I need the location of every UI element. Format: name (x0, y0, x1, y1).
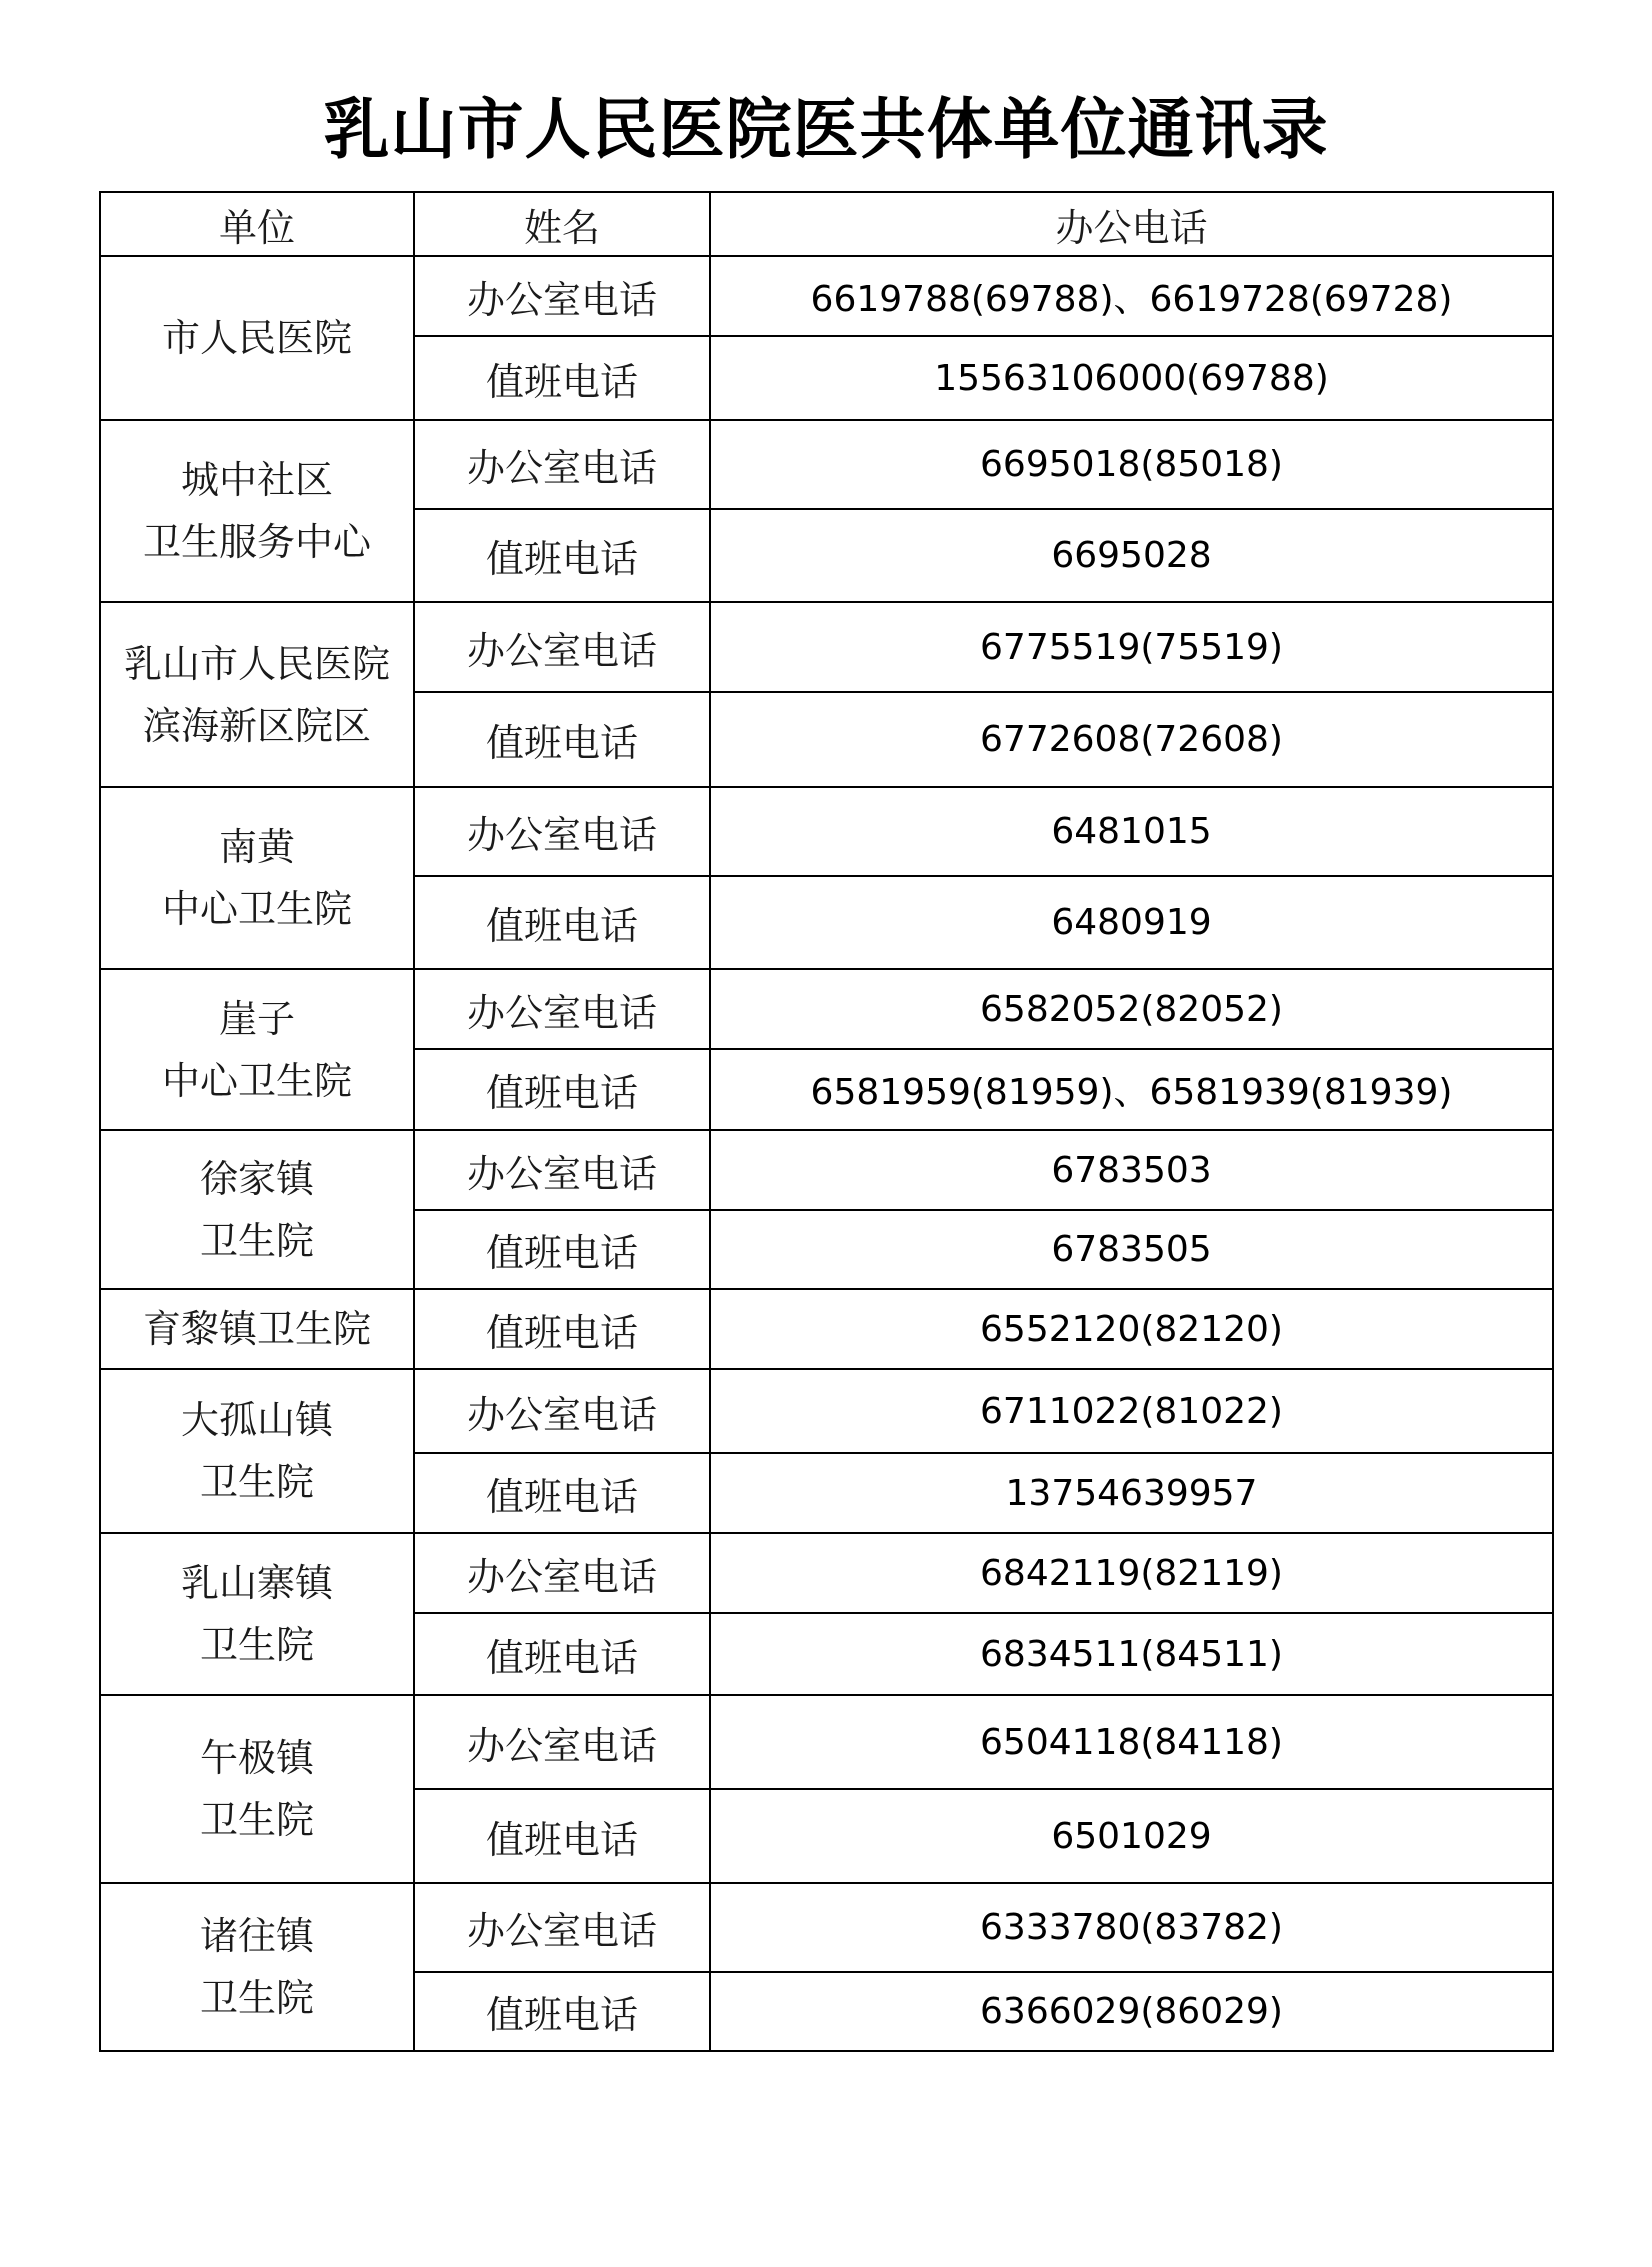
phone-number-cell: 6582052(82052) (710, 969, 1553, 1049)
phone-type-cell: 办公室电话 (414, 1130, 710, 1210)
phone-type-cell: 值班电话 (414, 692, 710, 787)
unit-name-line: 卫生院 (199, 1623, 314, 1667)
phone-type-cell: 办公室电话 (414, 969, 710, 1049)
unit-name-line: 滨海新区院区 (142, 703, 371, 748)
unit-name-line: 卫生院 (199, 1976, 314, 2020)
phone-number-cell: 6695028 (710, 509, 1553, 602)
unit-name-line: 乳山市人民医院 (123, 641, 390, 686)
unit-name-line: 市人民医院 (161, 316, 352, 360)
phone-number-cell: 6842119(82119) (710, 1533, 1553, 1613)
table-row (100, 1130, 1553, 1210)
phone-type-cell: 办公室电话 (414, 256, 710, 336)
phone-type-cell: 办公室电话 (414, 602, 710, 692)
phone-number-cell: 6834511(84511) (710, 1613, 1553, 1695)
directory-table (99, 191, 1554, 2052)
phone-number-cell: 6552120(82120) (710, 1289, 1553, 1369)
phone-type-cell: 办公室电话 (414, 1695, 710, 1789)
phone-number-cell: 13754639957 (710, 1453, 1553, 1533)
phone-number-cell: 6366029(86029) (710, 1972, 1553, 2051)
unit-cell (100, 1289, 414, 1369)
unit-cell (100, 256, 414, 420)
table-row (100, 1289, 1553, 1369)
phone-number-cell: 6501029 (710, 1789, 1553, 1883)
unit-name-line: 中心卫生院 (161, 887, 352, 931)
page-title: 乳山市人民医院医共体单位通讯录 (323, 91, 1329, 168)
unit-name-line: 卫生服务中心 (142, 520, 371, 564)
phone-number-cell: 6480919 (710, 876, 1553, 969)
unit-name-line: 乳山寨镇 (180, 1561, 333, 1605)
phone-type-cell: 办公室电话 (414, 787, 710, 876)
phone-type-cell: 值班电话 (414, 509, 710, 602)
phone-type-cell: 值班电话 (414, 1453, 710, 1533)
header-phone: 办公电话 (710, 192, 1553, 256)
phone-number-cell: 6711022(81022) (710, 1369, 1553, 1453)
unit-cell (100, 787, 414, 969)
unit-name-line: 卫生院 (199, 1798, 314, 1842)
unit-name-line: 大孤山镇 (180, 1398, 333, 1442)
table-body (100, 256, 1553, 2051)
phone-type-cell: 值班电话 (414, 1789, 710, 1883)
unit-cell (100, 602, 414, 787)
unit-name-line: 卫生院 (199, 1460, 314, 1504)
phone-type-cell: 办公室电话 (414, 1883, 710, 1972)
table-row (100, 256, 1553, 336)
unit-name-line: 午极镇 (199, 1736, 314, 1780)
unit-cell (100, 1130, 414, 1289)
phone-number-cell: 6783505 (710, 1210, 1553, 1289)
table-row (100, 1883, 1553, 1972)
unit-cell (100, 1695, 414, 1883)
phone-number-cell: 6504118(84118) (710, 1695, 1553, 1789)
table-row (100, 969, 1553, 1049)
phone-number-cell: 6619788(69788)、6619728(69728) (710, 256, 1553, 336)
unit-name-line: 育黎镇卫生院 (142, 1307, 371, 1351)
phone-number-cell: 15563106000(69788) (710, 336, 1553, 420)
phone-type-cell: 值班电话 (414, 876, 710, 969)
unit-name-line: 卫生院 (199, 1218, 314, 1263)
phone-type-cell: 值班电话 (414, 1613, 710, 1695)
table-row (100, 787, 1553, 876)
unit-cell (100, 1533, 414, 1695)
table-row (100, 602, 1553, 692)
phone-type-cell: 办公室电话 (414, 1533, 710, 1613)
header-name: 姓名 (414, 192, 710, 256)
phone-type-cell: 值班电话 (414, 1049, 710, 1130)
phone-number-cell: 6775519(75519) (710, 602, 1553, 692)
unit-cell (100, 420, 414, 602)
phone-number-cell: 6481015 (710, 787, 1553, 876)
header-row (100, 192, 1553, 256)
header-unit: 单位 (100, 192, 414, 256)
unit-name-line: 崖子 (218, 996, 295, 1041)
table-row (100, 1369, 1553, 1453)
phone-number-cell: 6695018(85018) (710, 420, 1553, 509)
unit-cell (100, 969, 414, 1130)
phone-type-cell: 办公室电话 (414, 1369, 710, 1453)
phone-type-cell: 值班电话 (414, 1289, 710, 1369)
phone-number-cell: 6772608(72608) (710, 692, 1553, 787)
unit-name-line: 诸往镇 (199, 1914, 314, 1958)
phone-number-cell: 6783503 (710, 1130, 1553, 1210)
unit-name-line: 南黄 (218, 825, 295, 869)
phone-type-cell: 值班电话 (414, 1210, 710, 1289)
unit-name-line: 徐家镇 (199, 1156, 314, 1201)
unit-cell (100, 1883, 414, 2051)
phone-type-cell: 办公室电话 (414, 420, 710, 509)
unit-name-line: 城中社区 (180, 458, 333, 502)
phone-number-cell: 6581959(81959)、6581939(81939) (710, 1049, 1553, 1130)
unit-name-line: 中心卫生院 (161, 1058, 352, 1103)
table-row (100, 420, 1553, 509)
phone-number-cell: 6333780(83782) (710, 1883, 1553, 1972)
table-row (100, 1533, 1553, 1613)
table-row (100, 1695, 1553, 1789)
phone-type-cell: 值班电话 (414, 336, 710, 420)
unit-cell (100, 1369, 414, 1533)
phone-type-cell: 值班电话 (414, 1972, 710, 2051)
